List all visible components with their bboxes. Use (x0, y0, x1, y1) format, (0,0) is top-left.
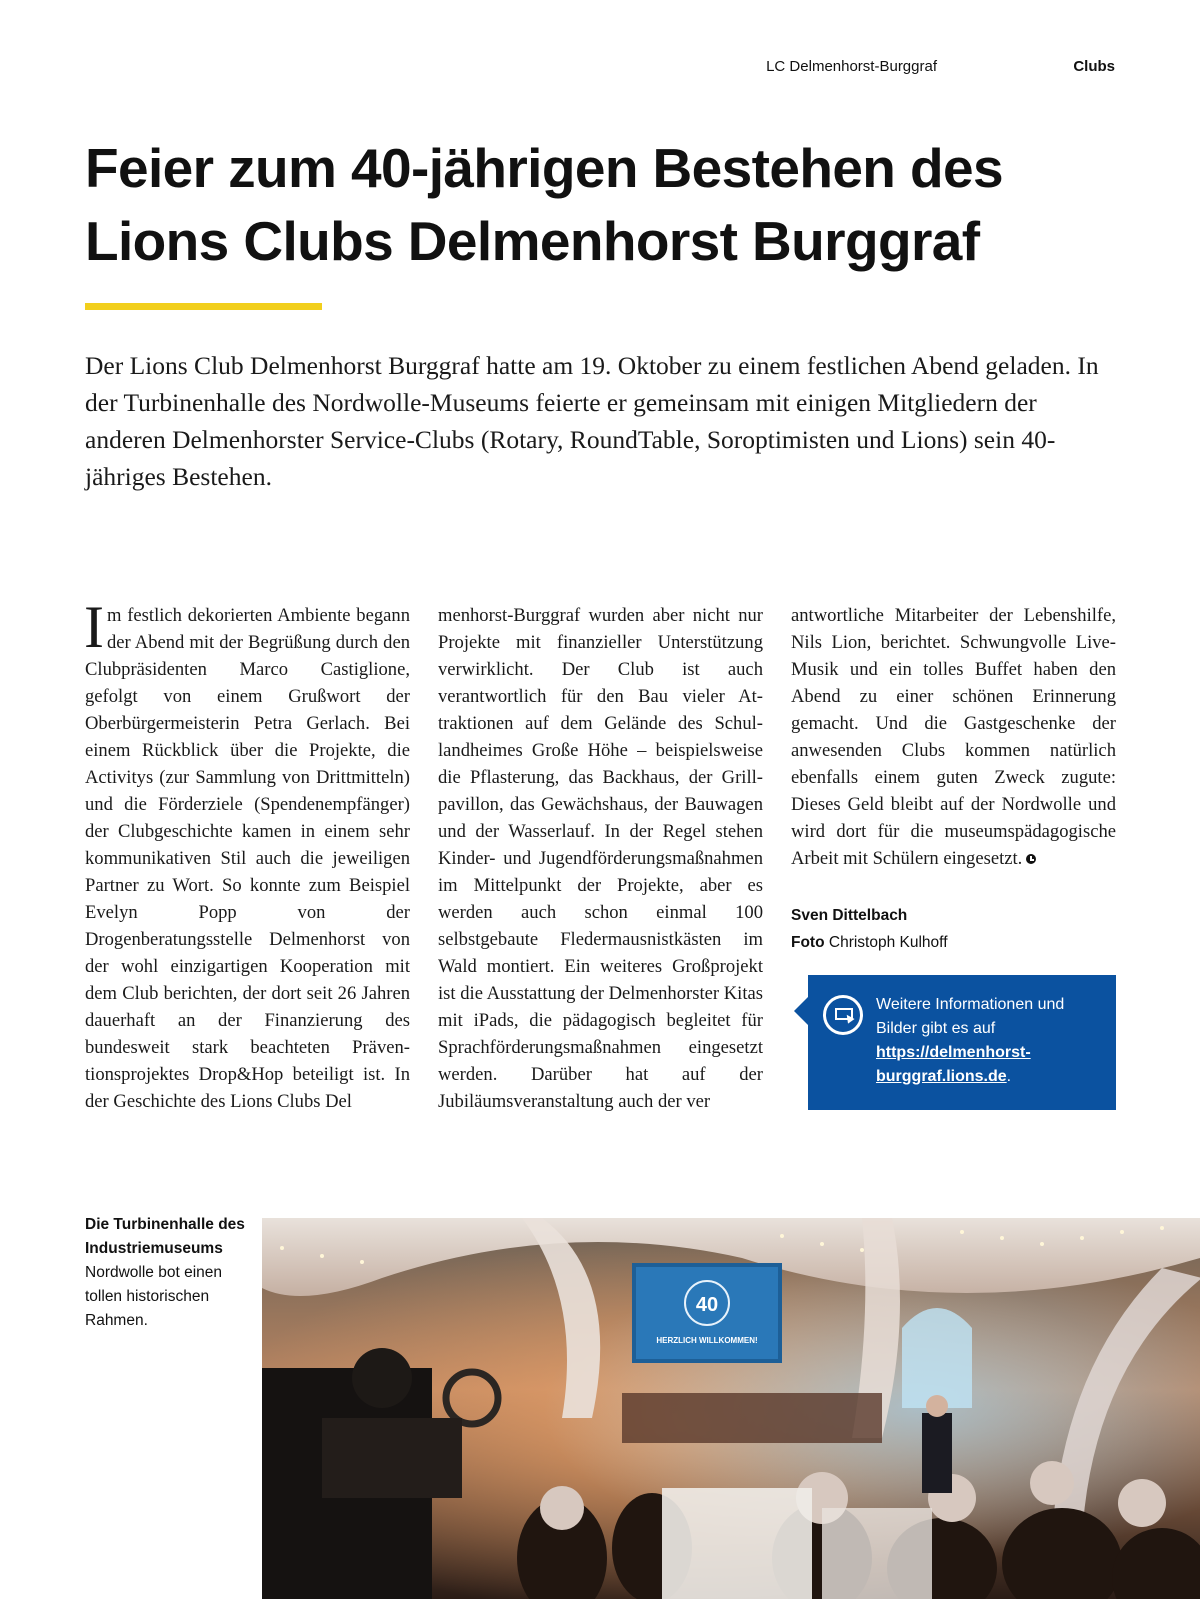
event-photo (262, 1218, 1200, 1599)
info-box-intro: Weitere Informationen und Bilder gibt es auf (876, 996, 1065, 1037)
screen-number: 40 (695, 1294, 719, 1316)
website-link[interactable]: https://delmenhorst-burggraf.lions.de (876, 1044, 1031, 1085)
body-column-3 (791, 602, 1116, 872)
body-column-1-text: m festlich dekorierten Ambiente begann der Abend mit der Begrüßung durch den Clubpräsidenten Marco Castiglione, gefolgt von einem Grußwort der Oberbürgermeisterin Petra Gerlach. Bei einem Rückblick über die Projekte, die Activitys (zur Sammlung von Drittmitteln) und die Förderziele (Spendenempfänger) der Clubgeschichte kamen in einem sehr kommunikativen Stil auch die jeweiligen Partner zu Wort. So konnte zum Beispiel Evelyn Popp von der Drogenberatungsstelle Delmenhorst von der wohl einzigartigen Kooperation mit dem Club berichten, der dort seit 26 Jahren dauerhaft an der Finanzierung des bundesweit stark beachteten Präventionsprojektes Drop&Hop beteiligt ist. In der Geschichte des Lions Clubs Del (85, 605, 410, 1112)
photo-caption-text: Nordwolle bot einen tollen historischen Rahmen. (85, 1264, 223, 1329)
photo-credit (791, 929, 948, 956)
web-link-icon (823, 995, 863, 1035)
running-head-club: LC Delmenhorst-Burggraf (766, 58, 937, 75)
running-head (0, 58, 1200, 78)
photo-caption (85, 1213, 250, 1333)
body-column-2 (438, 602, 763, 1115)
body-column-1 (84, 594, 410, 1115)
author-name: Sven Dittelbach (791, 907, 908, 924)
drop-cap: I (84, 594, 104, 660)
info-box-suffix: . (1006, 1068, 1012, 1085)
screen-welcome-text: HERZLICH WILLKOMMEN! (656, 1336, 758, 1345)
article-title: Feier zum 40-jährigen Bestehen des Lions Clubs Delmenhorst Burggraf (85, 137, 1003, 272)
byline (791, 902, 948, 956)
photo-credit-label: Foto (791, 934, 825, 951)
info-box (808, 975, 1116, 1110)
photographer-name: Christoph Kulhoff (828, 934, 948, 951)
end-mark-icon (1026, 854, 1036, 864)
article-lead: Der Lions Club Delmenhorst Burggraf hatte am 19. Oktober zu einem festlichen Abend geladen. In der Turbinenhalle des Nordwolle-Museums feierte er gemeinsam mit einigen Mitgliedern der anderen Delmenhorster Service-Clubs (Rotary, RoundTable, Soroptimisten und Lions) sein 40-jähriges Bestehen. (85, 351, 1099, 491)
running-head-section: Clubs (1073, 58, 1115, 75)
info-box-text (876, 993, 1101, 1089)
title-accent-bar (85, 303, 322, 310)
photo-caption-bold: Die Turbinenhalle des Industriemuseums (85, 1216, 245, 1257)
body-column-3-text: antwortliche Mitarbeiter der Lebenshilfe, Nils Lion, berichtet. Schwungvolle Live-Musik und ein tolles Buffet haben den Abend zu einer schönen Erinnerung gemacht. Und die Gastgeschenke der anwesenden Clubs kommen natürlich ebenfalls einem guten Zweck zugute: Dieses Geld bleibt auf der Nordwolle und wird dort für die museumspädagogische Arbeit mit Schülern eingesetzt. (791, 605, 1116, 869)
body-column-2-text: menhorst-Burggraf wurden aber nicht nur Projekte mit finanzieller Unterstützung verwirklicht. Der Club ist auch verantwortlich für den Bau vieler Attraktionen auf dem Gelände des Schullandheimes Große Höhe – beispielsweise die Pflasterung, das Backhaus, der Grillpavillon, das Gewächshaus, der Bauwagen und der Wasserlauf. In der Regel stehen Kinder- und Jugendförderungsmaßnahmen im Mittelpunkt der Projekte, aber es werden auch schon einmal 100 selbstgebaute Fledermausnistkästen im Wald montiert. Ein weiteres Großprojekt ist die Ausstattung der Delmenhorster Kitas mit iPads, die pädagogisch begleitet für Sprachförderungsmaßnahmen eingesetzt werden. Darüber hat auf der Jubiläumsveranstaltung auch der ver (438, 605, 763, 1112)
